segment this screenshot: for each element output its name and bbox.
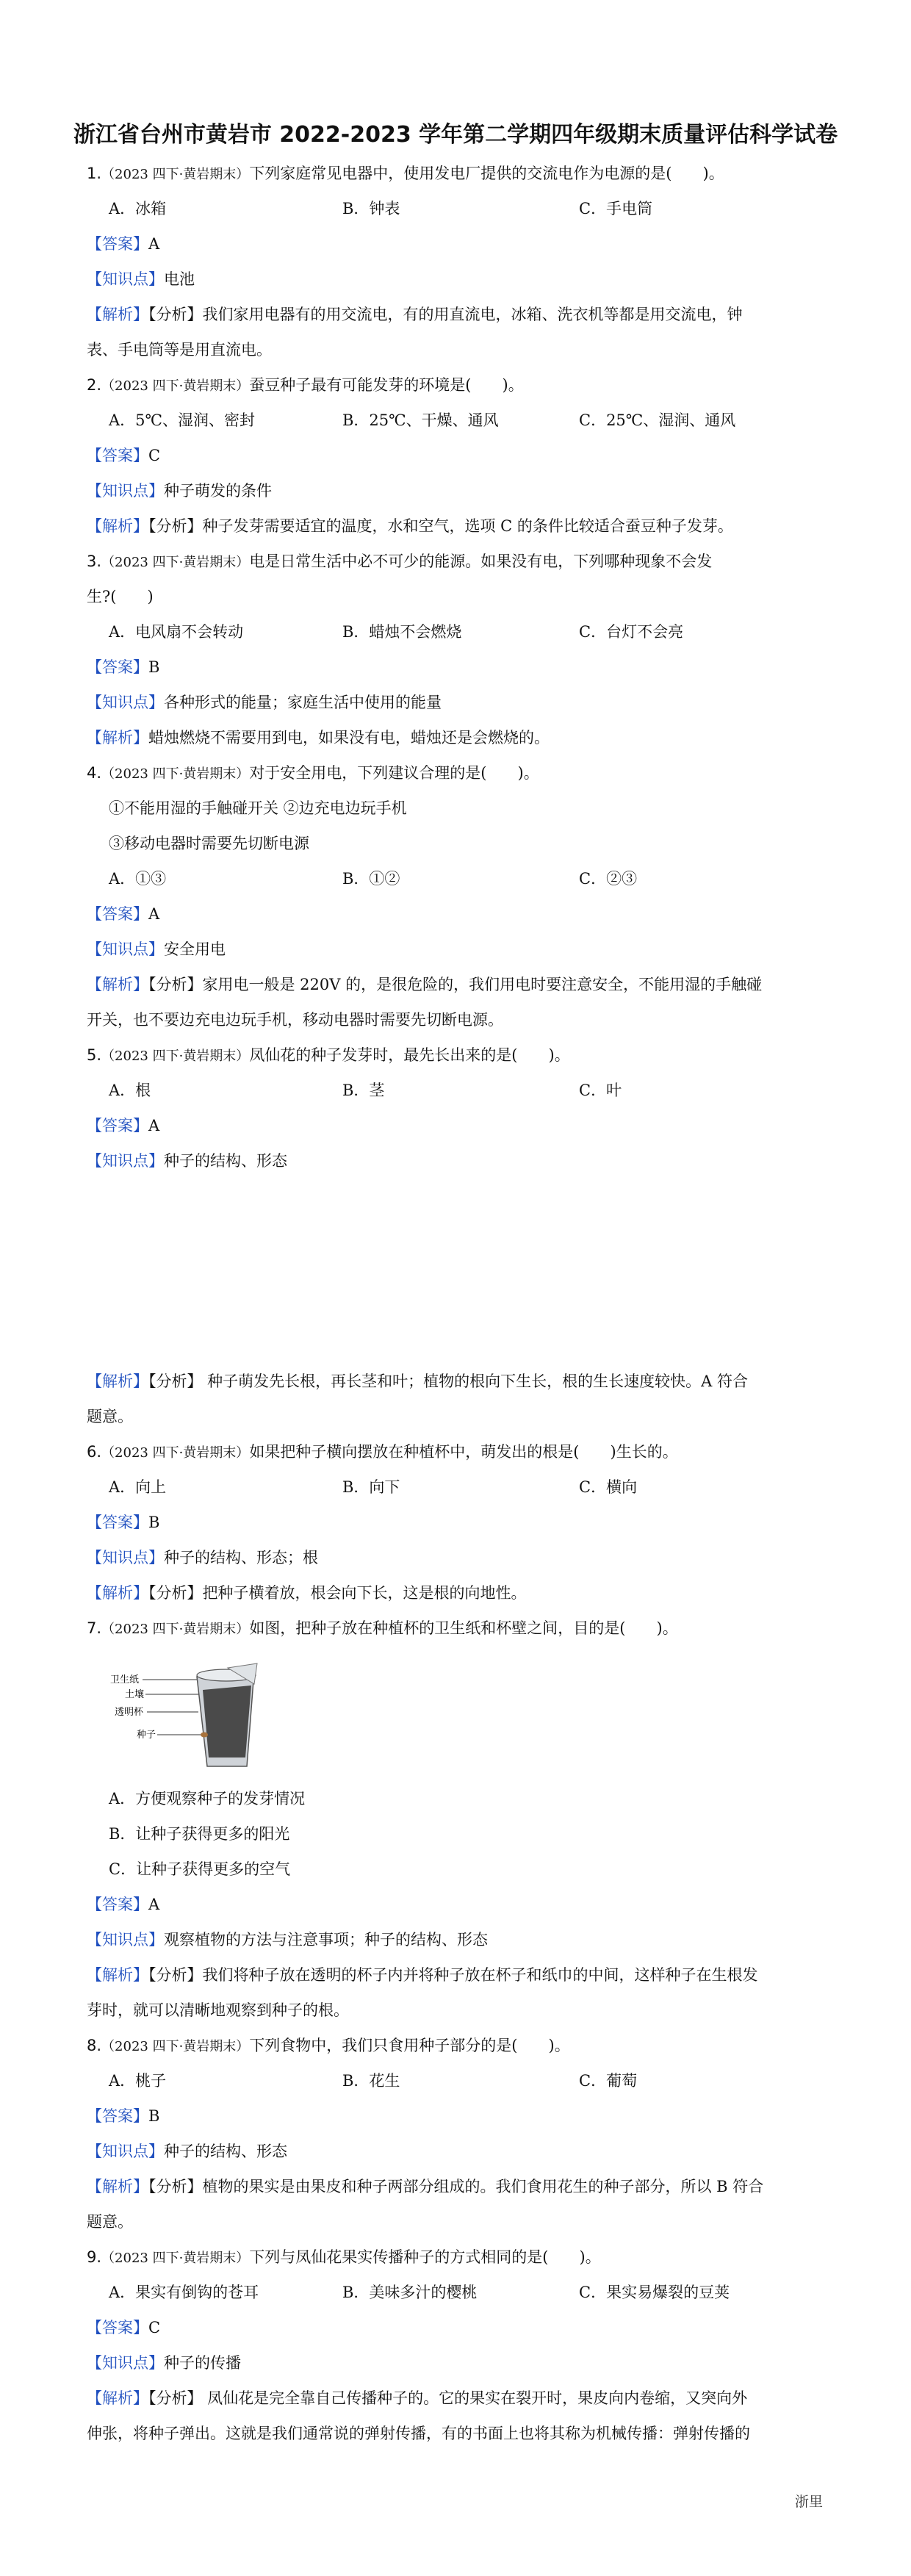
option-a: A．根: [109, 1082, 151, 1099]
knowledge-line: 【知识点】安全用电: [87, 940, 226, 958]
option-c: C．横向: [579, 1478, 638, 1496]
analysis-line: 【解析】【分析】种子发芽需要适宜的温度，水和空气，选项 C 的条件比较适合蚕豆种子发芽。: [87, 517, 733, 535]
option-b: B．蜡烛不会燃烧: [342, 623, 462, 641]
option-b: B．美味多汁的樱桃: [342, 2284, 478, 2301]
option-c: C．台灯不会亮: [579, 623, 684, 641]
question-2: 2.（2023 四下·黄岩期末）蚕豆种子最有可能发芽的环境是( )。: [87, 376, 524, 394]
statement-list-2: ③移动电器时需要先切断电源: [109, 835, 309, 852]
knowledge-line: 【知识点】种子的结构、形态: [87, 1152, 287, 1170]
knowledge-line: 【知识点】种子的结构、形态: [87, 2143, 287, 2160]
analysis-line-2: 题意。: [87, 2213, 133, 2231]
statement-list-1: ①不能用湿的手触碰开关 ②边充电边玩手机: [109, 799, 407, 817]
page-footer: 浙里: [794, 2494, 823, 2510]
label-soil: 土壤: [125, 1689, 145, 1700]
answer-line: 【答案】C: [87, 447, 161, 464]
option-a: A．桃子: [109, 2072, 167, 2090]
analysis-line: 【解析】【分析】植物的果实是由果皮和种子两部分组成的。我们食用花生的种子部分，所以 B 符合: [87, 2178, 764, 2195]
question-9: 9.（2023 四下·黄岩期末）下列与凤仙花果实传播种子的方式相同的是( )。: [87, 2248, 601, 2266]
analysis-line-2: 题意。: [87, 1408, 133, 1425]
question-6: 6.（2023 四下·黄岩期末）如果把种子横向摆放在种植杯中，萌发出的根是( )生长的。: [87, 1443, 678, 1461]
label-tissue: 卫生纸: [110, 1674, 140, 1685]
analysis-line: 【解析】【分析】我们将种子放在透明的杯子内并将种子放在杯子和纸巾的中间，这样种子在生根发: [87, 1966, 758, 1984]
knowledge-line: 【知识点】种子的结构、形态；根: [87, 1549, 318, 1566]
option-a: A．方便观察种子的发芽情况: [109, 1790, 306, 1807]
answer-line: 【答案】C: [87, 2319, 161, 2336]
seed-cup-figure: [110, 1662, 294, 1772]
analysis-line-2: 伸张，将种子弹出。这就是我们通常说的弹射传播，有的书面上也将其称为机械传播：弹射传播的: [87, 2425, 750, 2442]
option-b: B．向下: [342, 1478, 400, 1496]
option-b: B．①②: [342, 870, 400, 888]
knowledge-line: 【知识点】种子萌发的条件: [87, 482, 272, 500]
question-1: 1.（2023 四下·黄岩期末）下列家庭常见电器中，使用发电厂提供的交流电作为电源的是( )。: [87, 165, 724, 182]
question-3: 3.（2023 四下·黄岩期末）电是日常生活中必不可少的能源。如果没有电，下列哪种现象不会发: [87, 553, 713, 570]
question-4: 4.（2023 四下·黄岩期末）对于安全用电，下列建议合理的是( )。: [87, 764, 539, 782]
analysis-line: 【解析】【分析】 种子萌发先长根，再长茎和叶；植物的根向下生长，根的生长速度较快。A 符合: [87, 1372, 749, 1390]
label-cup: 透明杯: [115, 1707, 144, 1718]
answer-line: 【答案】B: [87, 2107, 160, 2125]
option-b: B．茎: [342, 1082, 385, 1099]
option-b: B．花生: [342, 2072, 400, 2090]
answer-line: 【答案】A: [87, 1896, 160, 1913]
option-a: A．果实有倒钩的苍耳: [109, 2284, 259, 2301]
answer-line: 【答案】A: [87, 905, 160, 923]
answer-line: 【答案】B: [87, 1514, 160, 1531]
knowledge-line: 【知识点】种子的传播: [87, 2354, 241, 2372]
answer-line: 【答案】A: [87, 235, 160, 253]
analysis-line: 【解析】【分析】把种子横着放，根会向下长，这是根的向地性。: [87, 1584, 527, 1602]
option-c: C．叶: [579, 1082, 622, 1099]
analysis-line: 【解析】【分析】 凤仙花是完全靠自己传播种子的。它的果实在裂开时，果皮向内卷缩，又突向外: [87, 2389, 748, 2407]
option-c: C．②③: [579, 870, 638, 888]
option-c: C．让种子获得更多的空气: [109, 1860, 291, 1878]
option-a: A．向上: [109, 1478, 167, 1496]
option-a: A．冰箱: [109, 200, 167, 217]
knowledge-line: 【知识点】观察植物的方法与注意事项；种子的结构、形态: [87, 1931, 488, 1949]
question-5: 5.（2023 四下·黄岩期末）凤仙花的种子发芽时，最先长出来的是( )。: [87, 1046, 570, 1064]
question-8: 8.（2023 四下·黄岩期末）下列食物中，我们只食用种子部分的是( )。: [87, 2037, 570, 2054]
answer-line: 【答案】A: [87, 1117, 160, 1134]
analysis-line-2: 芽时，就可以清晰地观察到种子的根。: [87, 2001, 349, 2019]
option-b: B．25℃、干燥、通风: [342, 411, 499, 429]
option-c: C．葡萄: [579, 2072, 638, 2090]
option-c: C．25℃、湿润、通风: [579, 411, 736, 429]
option-c: C．果实易爆裂的豆荚: [579, 2284, 730, 2301]
analysis-line-2: 表、手电筒等是用直流电。: [87, 341, 272, 359]
analysis-line: 【解析】蜡烛燃烧不需要用到电，如果没有电，蜡烛还是会燃烧的。: [87, 729, 550, 746]
analysis-line: 【解析】【分析】我们家用电器有的用交流电，有的用直流电，冰箱、洗衣机等都是用交流电，钟: [87, 306, 743, 323]
answer-line: 【答案】B: [87, 658, 160, 676]
question-7: 7.（2023 四下·黄岩期末）如图，把种子放在种植杯的卫生纸和杯壁之间，目的是( )。: [87, 1619, 678, 1637]
label-seed: 种子: [137, 1730, 156, 1741]
page-title: 浙江省台州市黄岩市 2022-2023 学年第二学期四年级期末质量评估科学试卷: [73, 122, 838, 148]
analysis-line-2: 开关，也不要边充电边玩手机，移动电器时需要先切断电源。: [87, 1011, 503, 1029]
question-3-cont: 生?( ): [87, 588, 154, 605]
option-c: C．手电筒: [579, 200, 653, 217]
analysis-line: 【解析】【分析】家用电一般是 220V 的，是很危险的，我们用电时要注意安全，不能用湿的手触碰: [87, 976, 763, 993]
option-a: A．电风扇不会转动: [109, 623, 244, 641]
option-a: A．①③: [109, 870, 167, 888]
knowledge-line: 【知识点】各种形式的能量；家庭生活中使用的能量: [87, 694, 442, 711]
option-b: B．让种子获得更多的阳光: [109, 1825, 290, 1843]
option-b: B．钟表: [342, 200, 400, 217]
knowledge-line: 【知识点】电池: [87, 270, 195, 288]
option-a: A．5℃、湿润、密封: [109, 411, 256, 429]
